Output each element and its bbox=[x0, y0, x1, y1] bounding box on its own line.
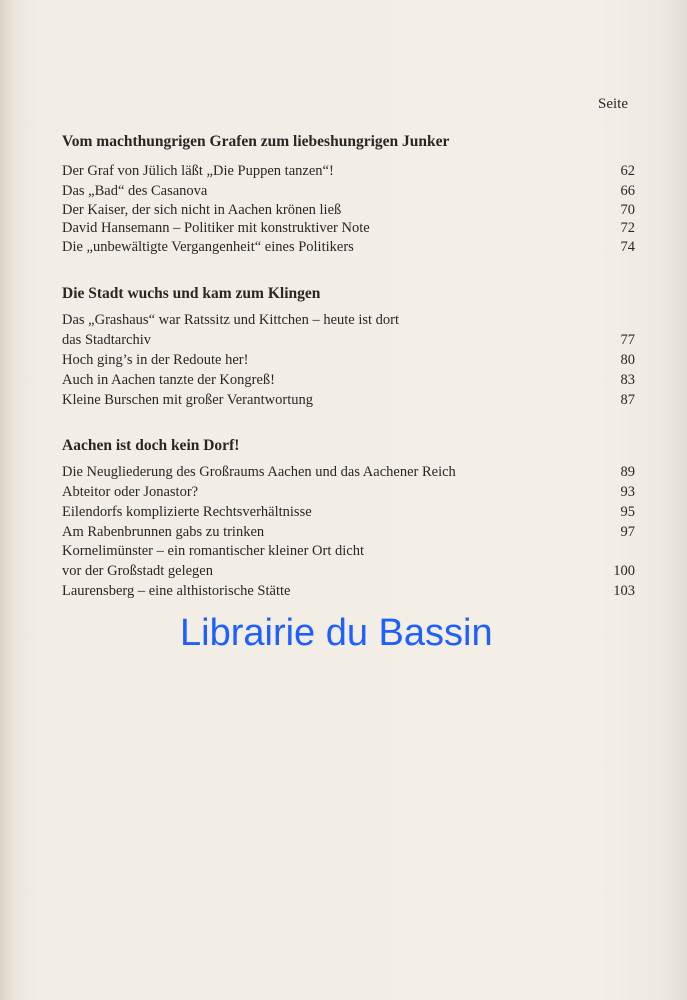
entry-page: 95 bbox=[620, 504, 635, 520]
toc-entry bbox=[62, 181, 635, 201]
toc-entry bbox=[62, 237, 635, 257]
entry-title: vor der Großstadt gelegen bbox=[62, 563, 213, 579]
toc-entry bbox=[62, 350, 635, 370]
entry-page: 87 bbox=[620, 392, 635, 408]
entry-title: Auch in Aachen tanzte der Kongreß! bbox=[62, 372, 275, 388]
toc-entry bbox=[62, 541, 635, 561]
entry-page: 74 bbox=[620, 239, 635, 255]
toc-entry bbox=[62, 502, 635, 522]
toc-entry bbox=[62, 581, 635, 601]
entry-page: 77 bbox=[620, 332, 635, 348]
entry-title: Am Rabenbrunnen gabs zu trinken bbox=[62, 524, 265, 540]
entry-title: Das „Grashaus“ war Ratssitz und Kittchen – heute ist dort bbox=[62, 312, 400, 328]
toc-entry bbox=[62, 330, 635, 350]
section-title: Vom machthungrigen Grafen zum liebeshungrigen Junker bbox=[62, 133, 450, 150]
entry-page: 97 bbox=[620, 524, 635, 540]
entry-title: Die „unbewältigte Vergangenheit“ eines Politikers bbox=[62, 239, 354, 255]
entry-title: Laurensberg – eine althistorische Stätte bbox=[62, 583, 291, 599]
entry-title: das Stadtarchiv bbox=[62, 332, 151, 348]
toc-entry bbox=[62, 200, 635, 220]
entry-page: 72 bbox=[620, 220, 635, 236]
entry-page: 103 bbox=[613, 583, 635, 599]
toc-entry bbox=[62, 310, 635, 330]
toc-entry bbox=[62, 390, 635, 410]
watermark-text: Librairie du Bassin bbox=[180, 612, 493, 654]
section-title: Aachen ist doch kein Dorf! bbox=[62, 437, 240, 454]
entry-title: Kornelimünster – ein romantischer kleiner Ort dicht bbox=[62, 543, 364, 559]
toc-entry bbox=[62, 482, 635, 502]
entry-title: Die Neugliederung des Großraums Aachen und das Aachener Reich bbox=[62, 464, 456, 480]
toc-entry bbox=[62, 462, 635, 482]
entry-page: 66 bbox=[620, 183, 635, 199]
entry-title: Hoch ging’s in der Redoute her! bbox=[62, 352, 249, 368]
entry-title: Der Graf von Jülich läßt „Die Puppen tanzen“! bbox=[62, 163, 334, 179]
entry-title: Abteitor oder Jonastor? bbox=[62, 484, 199, 500]
entry-title: Eilendorfs komplizierte Rechtsverhältnisse bbox=[62, 504, 312, 520]
entry-title: David Hansemann – Politiker mit konstruktiver Note bbox=[62, 220, 370, 236]
entry-page: 80 bbox=[620, 352, 635, 368]
entry-page: 70 bbox=[620, 202, 635, 218]
toc-entry bbox=[62, 370, 635, 390]
entry-page: 89 bbox=[620, 464, 635, 480]
entry-page: 93 bbox=[620, 484, 635, 500]
entry-title: Der Kaiser, der sich nicht in Aachen krönen ließ bbox=[62, 202, 342, 218]
section-title: Die Stadt wuchs und kam zum Klingen bbox=[62, 285, 321, 302]
entry-page: 100 bbox=[613, 563, 635, 579]
page-column-label: Seite bbox=[598, 96, 628, 112]
toc-entry bbox=[62, 522, 635, 542]
entry-page: 83 bbox=[620, 372, 635, 388]
entry-title: Das „Bad“ des Casanova bbox=[62, 183, 208, 199]
entry-page: 62 bbox=[620, 163, 635, 179]
toc-entry bbox=[62, 218, 635, 238]
toc-entry bbox=[62, 561, 635, 581]
entry-title: Kleine Burschen mit großer Verantwortung bbox=[62, 392, 314, 408]
toc-entry bbox=[62, 161, 635, 181]
